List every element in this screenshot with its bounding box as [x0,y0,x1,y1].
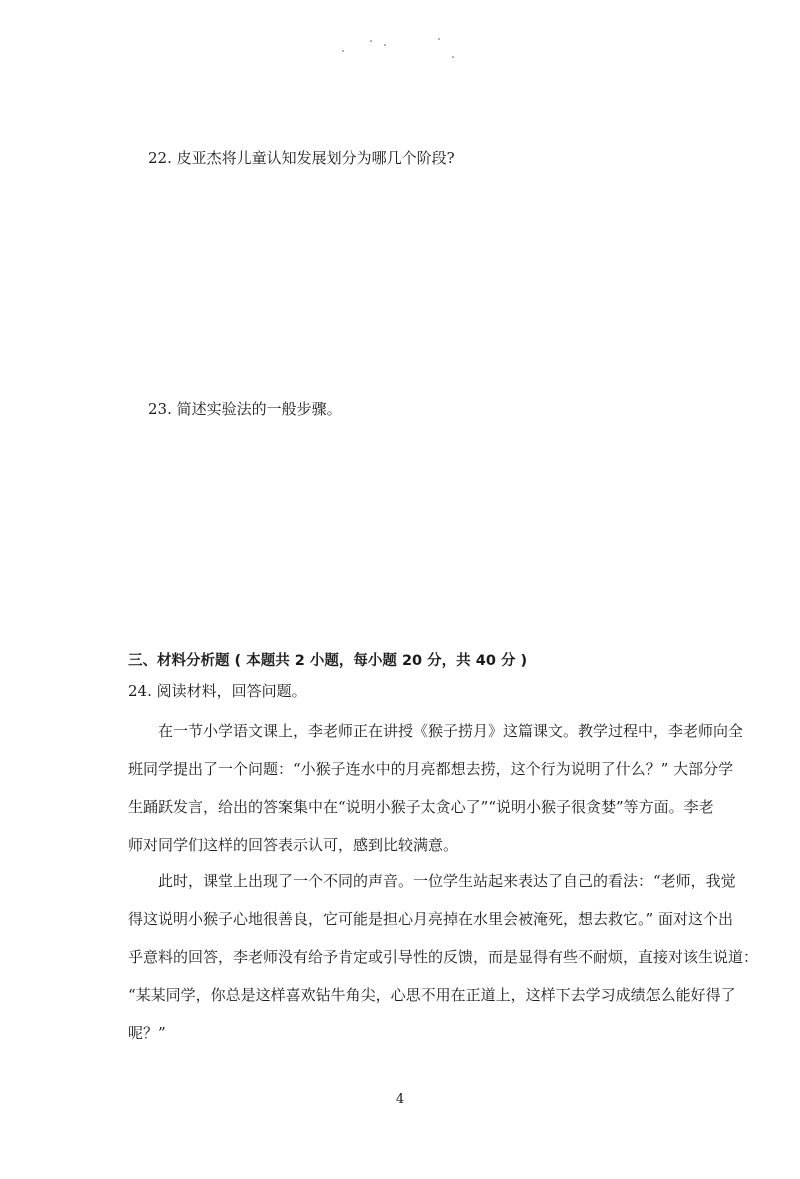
paragraph-line: 生踊跃发言，给出的答案集中在“说明小猴子太贪心了”“说明小猴子很贪婪”等方面。李老 [128,798,714,816]
paragraph-line: 在一节小学语文课上，李老师正在讲授《猴子捞月》这篇课文。教学过程中，李老师向全 [158,722,744,740]
paragraph-line: 呢？” [128,1024,166,1042]
material-paragraph-1 [128,712,744,864]
scan-specks [340,36,480,66]
section-heading: 三、材料分析题 ( 本题共 2 小题，每小题 20 分，共 40 分 ) [128,653,528,669]
material-paragraph-2 [128,862,759,1052]
scan-speck [438,38,440,40]
scan-speck [342,50,344,52]
paragraph-line: 乎意料的回答，李老师没有给予肯定或引导性的反馈，而是显得有些不耐烦，直接对该生说道： [128,948,759,966]
scan-speck [452,56,454,58]
page-number: 4 [395,1092,405,1107]
scan-speck [384,44,386,46]
scan-speck [370,40,372,42]
paragraph-line: “某某同学，你总是这样喜欢钻牛角尖，心思不用在正道上，这样下去学习成绩怎么能好得了 [128,986,736,1004]
question-24-title: 24. 阅读材料，回答问题。 [128,682,307,700]
paragraph-line: 师对同学们这样的回答表示认可，感到比较满意。 [128,836,459,854]
question-23: 23. 简述实验法的一般步骤。 [148,400,342,418]
paragraph-line: 班同学提出了一个问题：“小猴子连水中的月亮都想去捞，这个行为说明了什么？” 大部分学 [128,760,734,778]
question-22: 22. 皮亚杰将儿童认知发展划分为哪几个阶段? [148,149,455,167]
paragraph-line: 得这说明小猴子心地很善良，它可能是担心月亮掉在水里会被淹死，想去救它。” 面对这个出 [128,910,733,928]
paragraph-line: 此时，课堂上出现了一个不同的声音。一位学生站起来表达了自己的看法：“老师，我觉 [158,872,736,890]
